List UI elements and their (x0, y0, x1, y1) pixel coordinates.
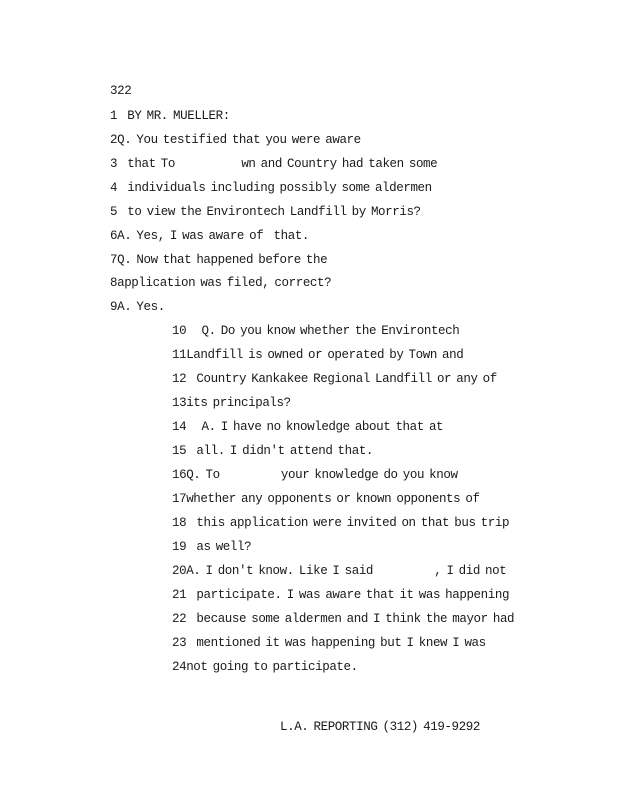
transcript-line-4: 4 individuals including possibly some aldermen (110, 181, 432, 195)
transcript-line-13: 13its principals? (172, 396, 291, 410)
transcript-line-19: 19 as well? (172, 540, 252, 554)
transcript-line-3: 3 that To wn and Country had taken some (110, 157, 438, 171)
transcript-line-2: 2Q. You testified that you were aware (110, 133, 361, 147)
page-number: 322 (110, 84, 132, 98)
transcript-line-8: 8application was filed, correct? (110, 276, 332, 290)
transcript-line-7: 7Q. Now that happened before the (110, 253, 328, 267)
transcript-line-22: 22 because some aldermen and I think the mayor had (172, 612, 515, 626)
transcript-line-24: 24not going to participate. (172, 660, 358, 674)
transcript-line-15: 15 all. I didn't attend that. (172, 444, 374, 458)
transcript-line-23: 23 mentioned it was happening but I knew I was (172, 636, 486, 650)
transcript-line-9: 9A. Yes. (110, 300, 165, 314)
reporter-footer: L.A. REPORTING (312) 419-9292 (280, 720, 480, 734)
transcript-line-1: 1 BY MR. MUELLER: (110, 109, 230, 123)
transcript-line-16: 16Q. To your knowledge do you know (172, 468, 458, 482)
transcript-line-17: 17whether any opponents or known opponents of (172, 492, 480, 506)
transcript-line-10: 10 Q. Do you know whether the Environtech (172, 324, 460, 338)
transcript-line-12: 12 Country Kankakee Regional Landfill or any of (172, 372, 497, 386)
transcript-line-6: 6A. Yes, I was aware of that. (110, 229, 310, 243)
transcript-line-18: 18 this application were invited on that bus trip (172, 516, 510, 530)
transcript-line-20: 20A. I don't know. Like I said , I did not (172, 564, 507, 578)
transcript-line-14: 14 A. I have no knowledge about that at (172, 420, 444, 434)
transcript-line-11: 11Landfill is owned or operated by Town and (172, 348, 464, 362)
transcript-line-5: 5 to view the Environtech Landfill by Morris? (110, 205, 421, 219)
transcript-line-21: 21 participate. I was aware that it was happening (172, 588, 510, 602)
